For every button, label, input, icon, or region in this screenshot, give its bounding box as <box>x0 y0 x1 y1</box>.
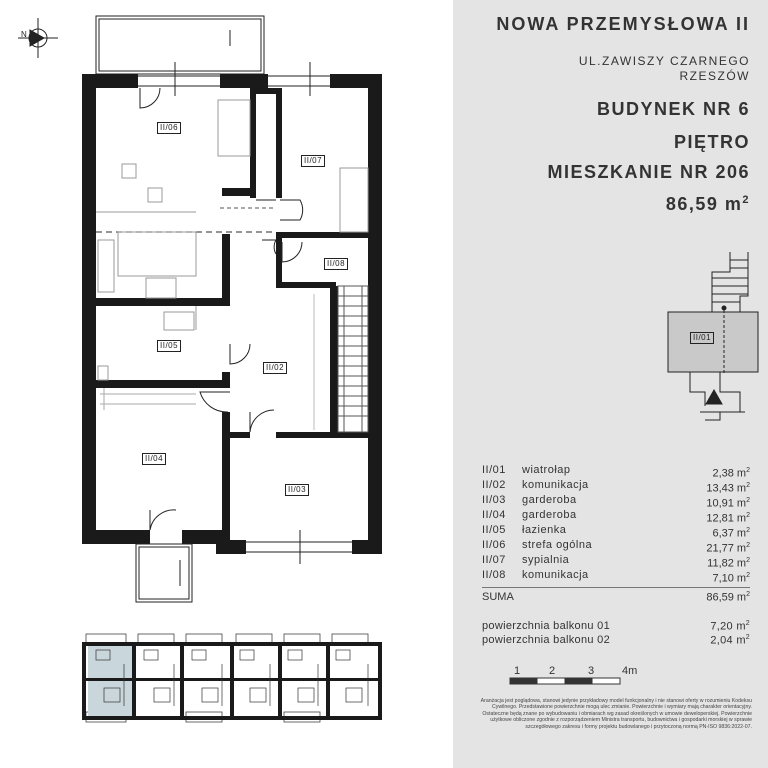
room-area-value: 2,38 m <box>712 467 747 480</box>
room-row <box>482 508 750 523</box>
room-label-06: II/06 <box>157 122 181 134</box>
summary-label: SUMA <box>482 591 514 603</box>
scale-tick-3: 3 <box>588 665 595 677</box>
room-area-sup: 2 <box>746 572 750 579</box>
room-id: II/08 <box>482 569 506 581</box>
room-area-value: 6,37 m <box>712 527 747 540</box>
balcony-top <box>96 16 264 74</box>
room-id: II/07 <box>482 554 506 566</box>
room-row <box>482 523 750 538</box>
room-id: II/03 <box>482 494 506 506</box>
balcony-row-01 <box>482 620 750 635</box>
room-id: II/01 <box>482 464 506 476</box>
compass-icon <box>18 18 58 58</box>
balcony-area-value: 2,04 m <box>710 634 746 647</box>
summary-row <box>482 591 750 606</box>
room-id: II/06 <box>482 539 506 551</box>
room-area-sup: 2 <box>746 542 750 549</box>
room-row <box>482 463 750 478</box>
room-area-sup: 2 <box>746 497 750 504</box>
scale-bar <box>510 678 620 684</box>
room-name: garderoba <box>522 494 577 506</box>
room-area-value: 12,81 m <box>706 512 747 525</box>
project-title: NOWA PRZEMYSŁOWA II <box>496 14 750 34</box>
balcony-bottom <box>136 544 192 602</box>
room-name: strefa ogólna <box>522 539 593 551</box>
room-id: II/02 <box>482 479 506 491</box>
summary-area <box>706 591 750 604</box>
room-label-01: II/01 <box>690 332 714 344</box>
room-row <box>482 478 750 493</box>
room-id: II/05 <box>482 524 506 536</box>
balcony-area <box>710 620 750 633</box>
balcony-label: powierzchnia balkonu 02 <box>482 634 610 646</box>
room-name: komunikacja <box>522 569 589 581</box>
compass-north-label: N <box>21 30 27 39</box>
summary-area-sup: 2 <box>746 591 750 598</box>
balcony-label: powierzchnia balkonu 01 <box>482 620 610 632</box>
scale-tick-1: 1 <box>514 665 521 677</box>
balcony-row-02 <box>482 634 750 649</box>
scale-tick-2: 2 <box>549 665 556 677</box>
area-value: 86,59 m <box>665 194 743 214</box>
city: RZESZÓW <box>679 69 750 83</box>
room-label-07: II/07 <box>301 155 325 167</box>
room-area-value: 7,10 m <box>712 572 747 585</box>
scale-tick-4: 4m <box>622 665 638 677</box>
room-area-value: 10,91 m <box>706 497 747 510</box>
room-row <box>482 553 750 568</box>
balcony-area-sup: 2 <box>745 634 750 641</box>
room-id: II/04 <box>482 509 506 521</box>
room-row <box>482 538 750 553</box>
window-bottom <box>246 530 352 564</box>
room-area-sup: 2 <box>746 527 750 534</box>
room-label-05: II/05 <box>157 340 181 352</box>
room-label-03: II/03 <box>285 484 309 496</box>
room-area <box>712 568 750 587</box>
room-list <box>482 463 750 583</box>
room-row <box>482 493 750 508</box>
room-name: łazienka <box>522 524 567 536</box>
room-area-sup: 2 <box>746 512 750 519</box>
disclaimer-note: Aranżacja jest poglądowa, stanowi jedynie przykładowy model funkcjonalny i nie stanowi oferty w rozumieniu Kodeksu Cywilnego. Przedstawione powierzchnie mogą ulec zmianie. Powierzchnie i wymiary mają charakter orientacyjny. Ostateczne będą znane po wybudowaniu i obmiarach wg zasad określonych w umowie deweloperskiej. Powierzchnie użytkowe obliczone zgodnie z rozporządzeniem Ministra transportu, budownictwa i gospodarki morskiej w sprawie szczegółowego zakresu i formy projektu budowlanego i przytoczoną normą PN-ISO 9836:2022-07. <box>480 698 752 730</box>
room-area-value: 11,82 m <box>707 557 747 570</box>
room-name: komunikacja <box>522 479 589 491</box>
street: UL.ZAWISZY CZARNEGO <box>578 54 750 68</box>
balcony-area-value: 7,20 m <box>710 620 746 633</box>
room-name: wiatrołap <box>522 464 571 476</box>
room-area-sup: 2 <box>746 482 750 489</box>
scale-ticks <box>514 665 637 677</box>
area-unit-sup: 2 <box>742 194 750 206</box>
room-area-sup: 2 <box>746 557 750 564</box>
room-area-value: 13,43 m <box>706 482 747 495</box>
floor-name: PIĘTRO <box>673 132 750 152</box>
room-area-value: 21,77 m <box>706 542 747 555</box>
room-area-sup: 2 <box>746 467 750 474</box>
building-number: BUDYNEK NR 6 <box>596 99 750 119</box>
room-label-02: II/02 <box>263 362 287 374</box>
apartment-number: MIESZKANIE NR 206 <box>547 162 750 182</box>
balcony-area-sup: 2 <box>745 620 750 627</box>
room-name: sypialnia <box>522 554 570 566</box>
staircase <box>338 286 368 432</box>
room-row <box>482 568 750 583</box>
room-name: garderoba <box>522 509 577 521</box>
table-divider <box>482 587 750 588</box>
summary-area-value: 86,59 m <box>706 591 747 604</box>
room-label-08: II/08 <box>324 258 348 270</box>
balcony-area <box>710 634 750 647</box>
room-label-04: II/04 <box>142 453 166 465</box>
stair-treads <box>338 296 368 416</box>
